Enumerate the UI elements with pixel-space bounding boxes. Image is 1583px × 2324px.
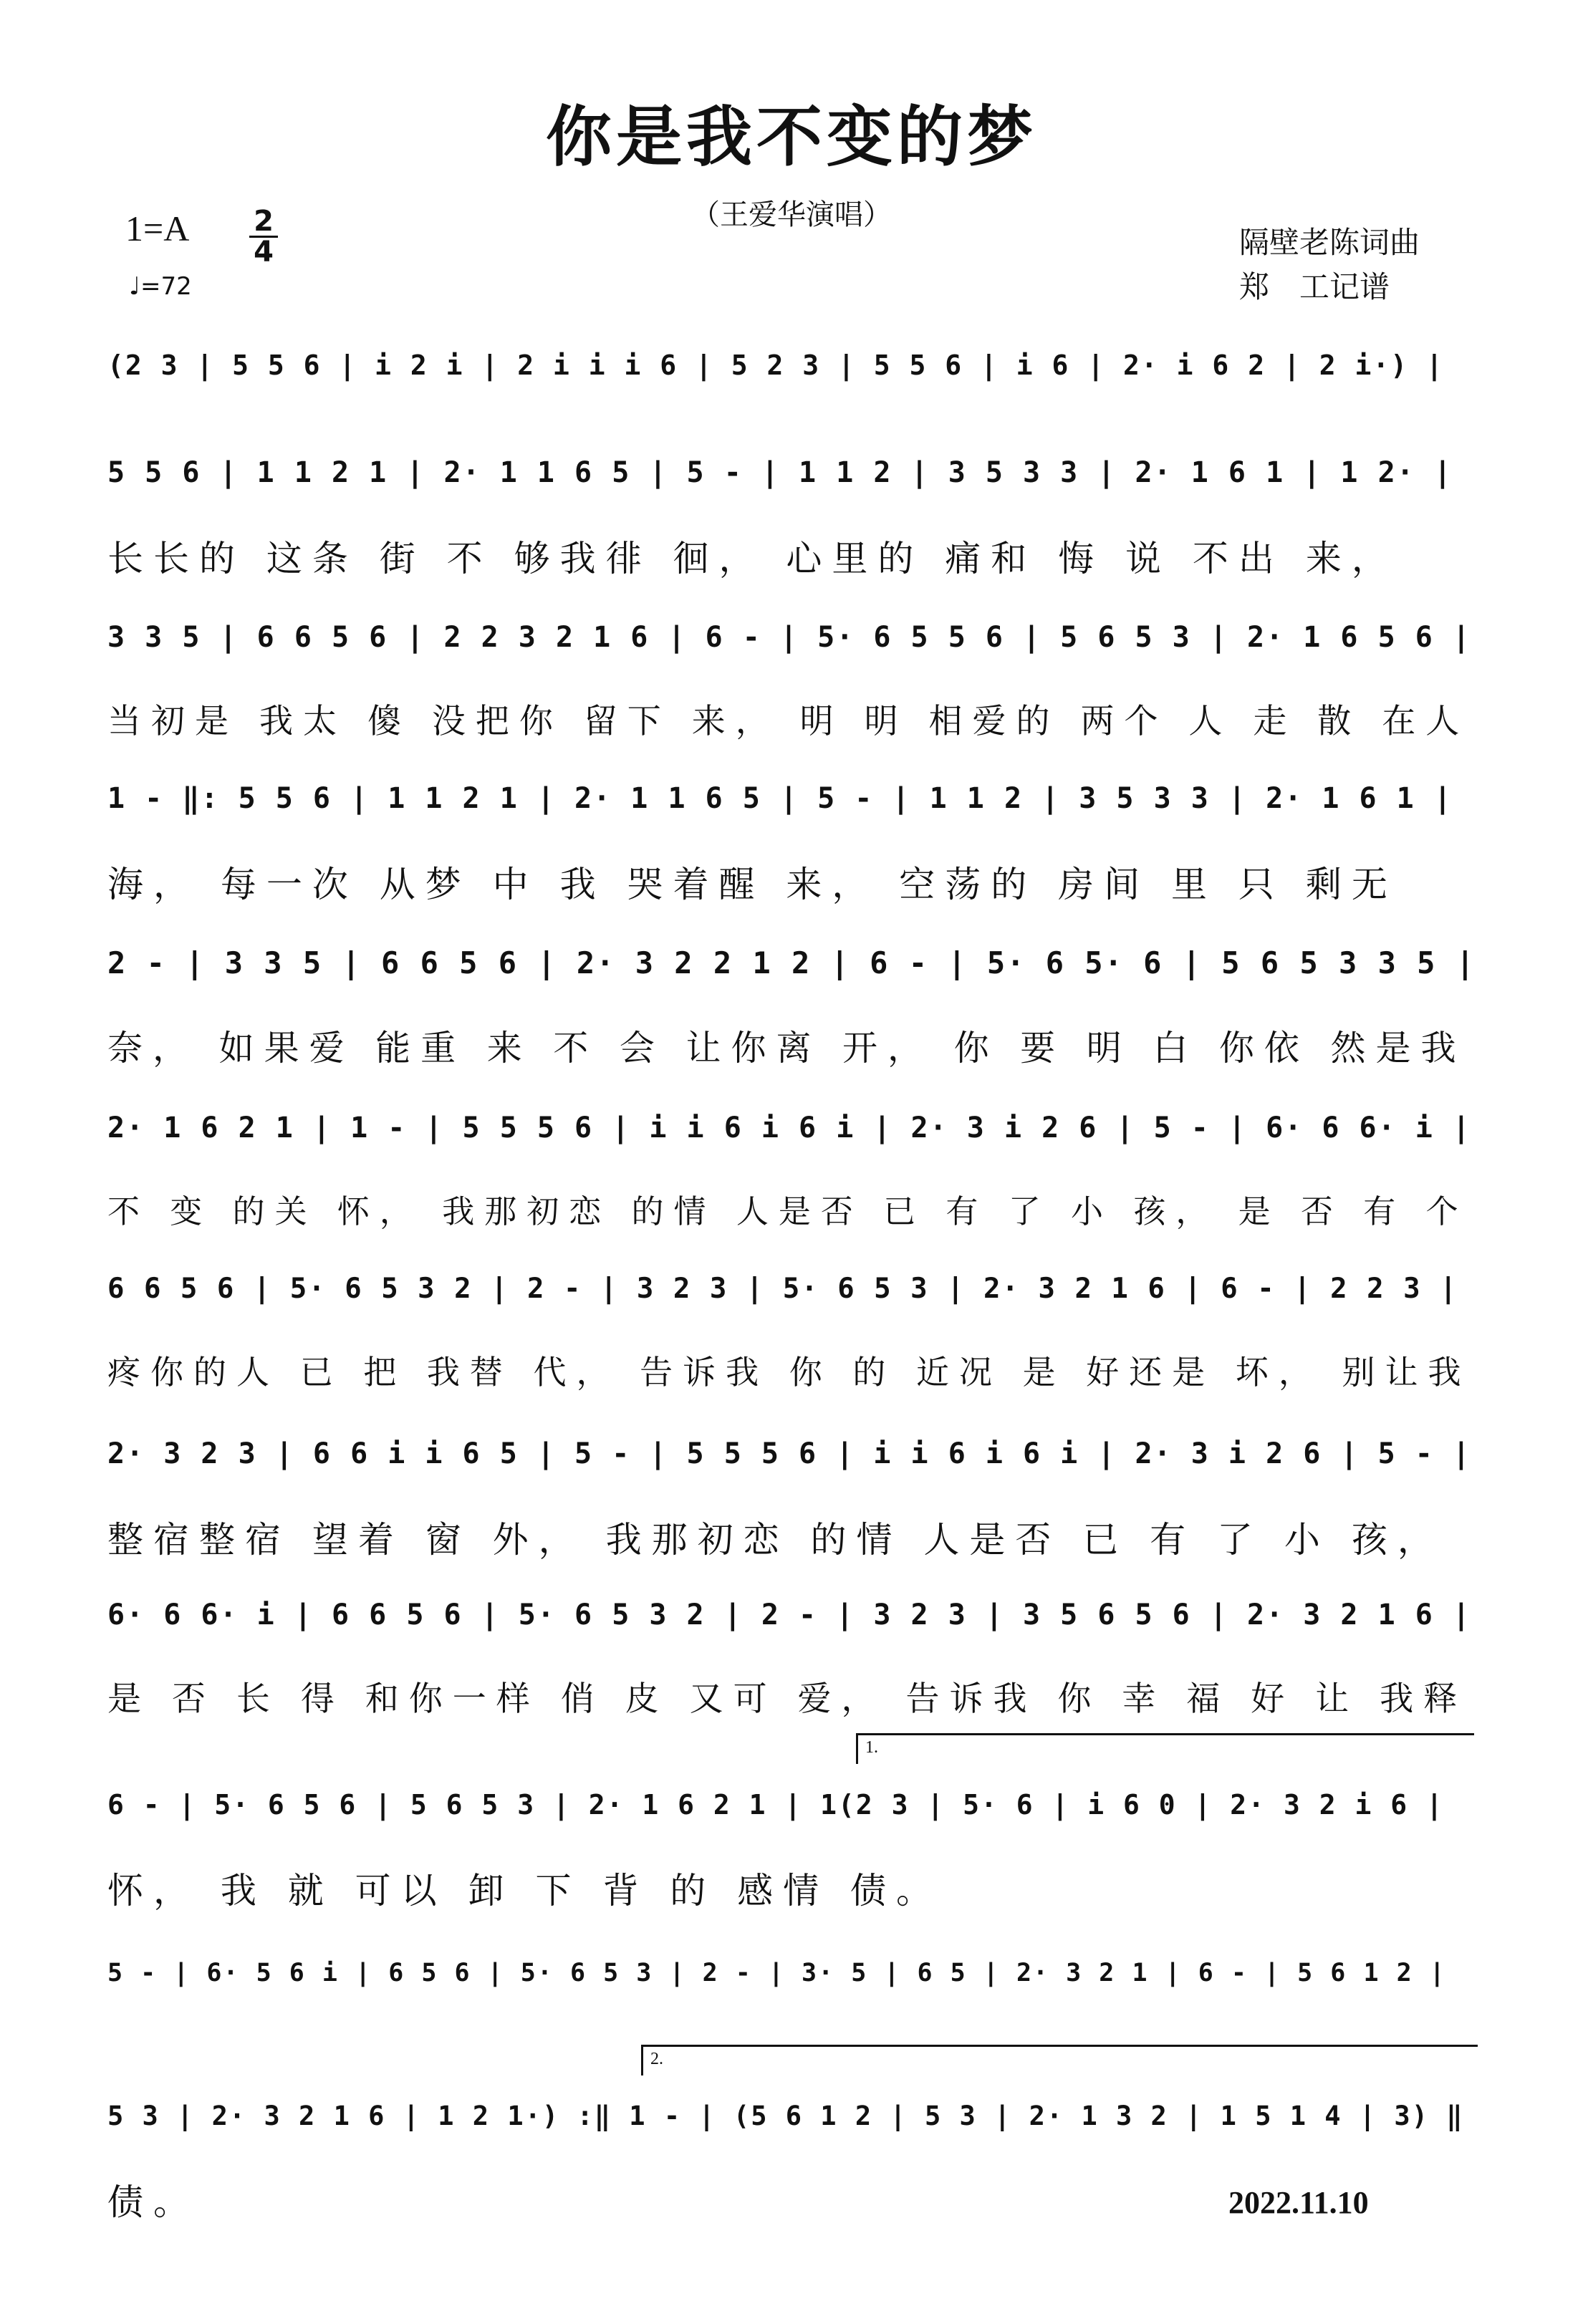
volta-bracket-1	[856, 1733, 1474, 1764]
date: 2022.11.10	[1228, 2185, 1369, 2220]
tempo-marking: ♩=72	[129, 272, 192, 301]
notation-line: 2· 3 2 3 | 6 6 i i 6 5 | 5 - | 5 5 5 6 | i i 6 i 6 i | 2· 3 i 2 6 | 5 - |	[107, 1437, 1471, 1470]
volta-1-label: 1.	[865, 1738, 878, 1757]
notation-line: 5 3 | 2· 3 2 1 6 | 1 2 1·) :‖ 1 - | (5 6 1 2 | 5 3 | 2· 1 3 2 | 1 5 1 4 | 3) ‖	[107, 2101, 1464, 2131]
notation-line: 5 - | 6· 5 6 i | 6 5 6 | 5· 6 5 3 | 2 - | 3· 5 | 6 5 | 2· 3 2 1 | 6 - | 5 6 1 2 |	[107, 1959, 1446, 1987]
notation-line: 2· 1 6 2 1 | 1 - | 5 5 5 6 | i i 6 i 6 i | 2· 3 i 2 6 | 5 - | 6· 6 6· i |	[107, 1112, 1471, 1144]
lyrics-line: 长长的 这条 街 不 够我徘 徊， 心里的 痛和 悔 说 不出 来，	[107, 538, 1397, 579]
notation-line: 6 - | 5· 6 5 6 | 5 6 5 3 | 2· 1 6 2 1 | 1(2 3 | 5· 6 | i 6 0 | 2· 3 2 i 6 |	[107, 1789, 1444, 1821]
volta-2-label: 2.	[650, 2050, 663, 2068]
notation-line: 2 - | 3 3 5 | 6 6 5 6 | 2· 3 2 2 1 2 | 6 - | 5· 6 5· 6 | 5 6 5 3 3 5 |	[107, 945, 1476, 980]
notation-line: 1 - ‖: 5 5 6 | 1 1 2 1 | 2· 1 1 6 5 | 5 - | 1 1 2 | 3 5 3 3 | 2· 1 6 1 |	[107, 782, 1453, 815]
transcriber-credit: 郑 工记谱	[1239, 269, 1390, 304]
lyrics-line: 奈， 如果爱 能重 来 不 会 让你离 开， 你 要 明 白 你依 然是我	[107, 1028, 1466, 1069]
credits	[1239, 221, 1420, 309]
lyrics-line: 整宿整宿 望着 窗 外， 我那初恋 的情 人是否 已 有 了 小 孩，	[107, 1519, 1443, 1561]
key-signature: 1=A	[125, 208, 190, 249]
lyrics-line: 当初是 我太 傻 没把你 留下 来， 明 明 相爱的 两个 人 走 散 在人	[107, 702, 1470, 741]
volta-bracket-2	[641, 2045, 1478, 2075]
notation-line: 5 5 6 | 1 1 2 1 | 2· 1 1 6 5 | 5 - | 1 1 2 | 3 5 3 3 | 2· 1 6 1 | 1 2· |	[107, 456, 1453, 489]
song-title: 你是我不变的梦	[545, 99, 1037, 175]
lyrics-line: 是 否 长 得 和你一样 俏 皮 又可 爱， 告诉我 你 幸 福 好 让 我释	[107, 1679, 1468, 1719]
notation-line: 6· 6 6· i | 6 6 5 6 | 5· 6 5 3 2 | 2 - | 3 2 3 | 3 5 6 5 6 | 2· 3 2 1 6 |	[107, 1599, 1471, 1631]
time-signature-bottom: 4	[254, 236, 274, 269]
notation-line: 3 3 5 | 6 6 5 6 | 2 2 3 2 1 6 | 6 - | 5· 6 5 5 6 | 5 6 5 3 | 2· 1 6 5 6 |	[107, 621, 1471, 654]
composer-credit: 隔壁老陈词曲	[1239, 225, 1420, 260]
lyrics-line: 海， 每一次 从梦 中 我 哭着醒 来， 空荡的 房间 里 只 剩无	[107, 864, 1397, 905]
singer-credit: （王爱华演唱）	[691, 198, 892, 231]
time-signature	[249, 205, 278, 269]
lyrics-line: 疼你的人 已 把 我替 代， 告诉我 你 的 近况 是 好还是 坏， 别让我	[107, 1353, 1471, 1392]
notation-line: 6 6 5 6 | 5· 6 5 3 2 | 2 - | 3 2 3 | 5· 6 5 3 | 2· 3 2 1 6 | 6 - | 2 2 3 |	[107, 1273, 1458, 1305]
lyrics-line: 怀， 我 就 可以 卸 下 背 的 感情 债。	[107, 1870, 943, 1911]
lyrics-line: 债。	[107, 2181, 199, 2223]
time-signature-top: 2	[254, 205, 274, 238]
lyrics-line: 不 变 的关 怀， 我那初恋 的情 人是否 已 有 了 小 孩， 是 否 有 个	[107, 1192, 1468, 1230]
notation-line: (2 3 | 5 5 6 | i 2 i | 2 i i i 6 | 5 2 3 | 5 5 6 | i 6 | 2· i 6 2 | 2 i·) |	[107, 349, 1444, 381]
